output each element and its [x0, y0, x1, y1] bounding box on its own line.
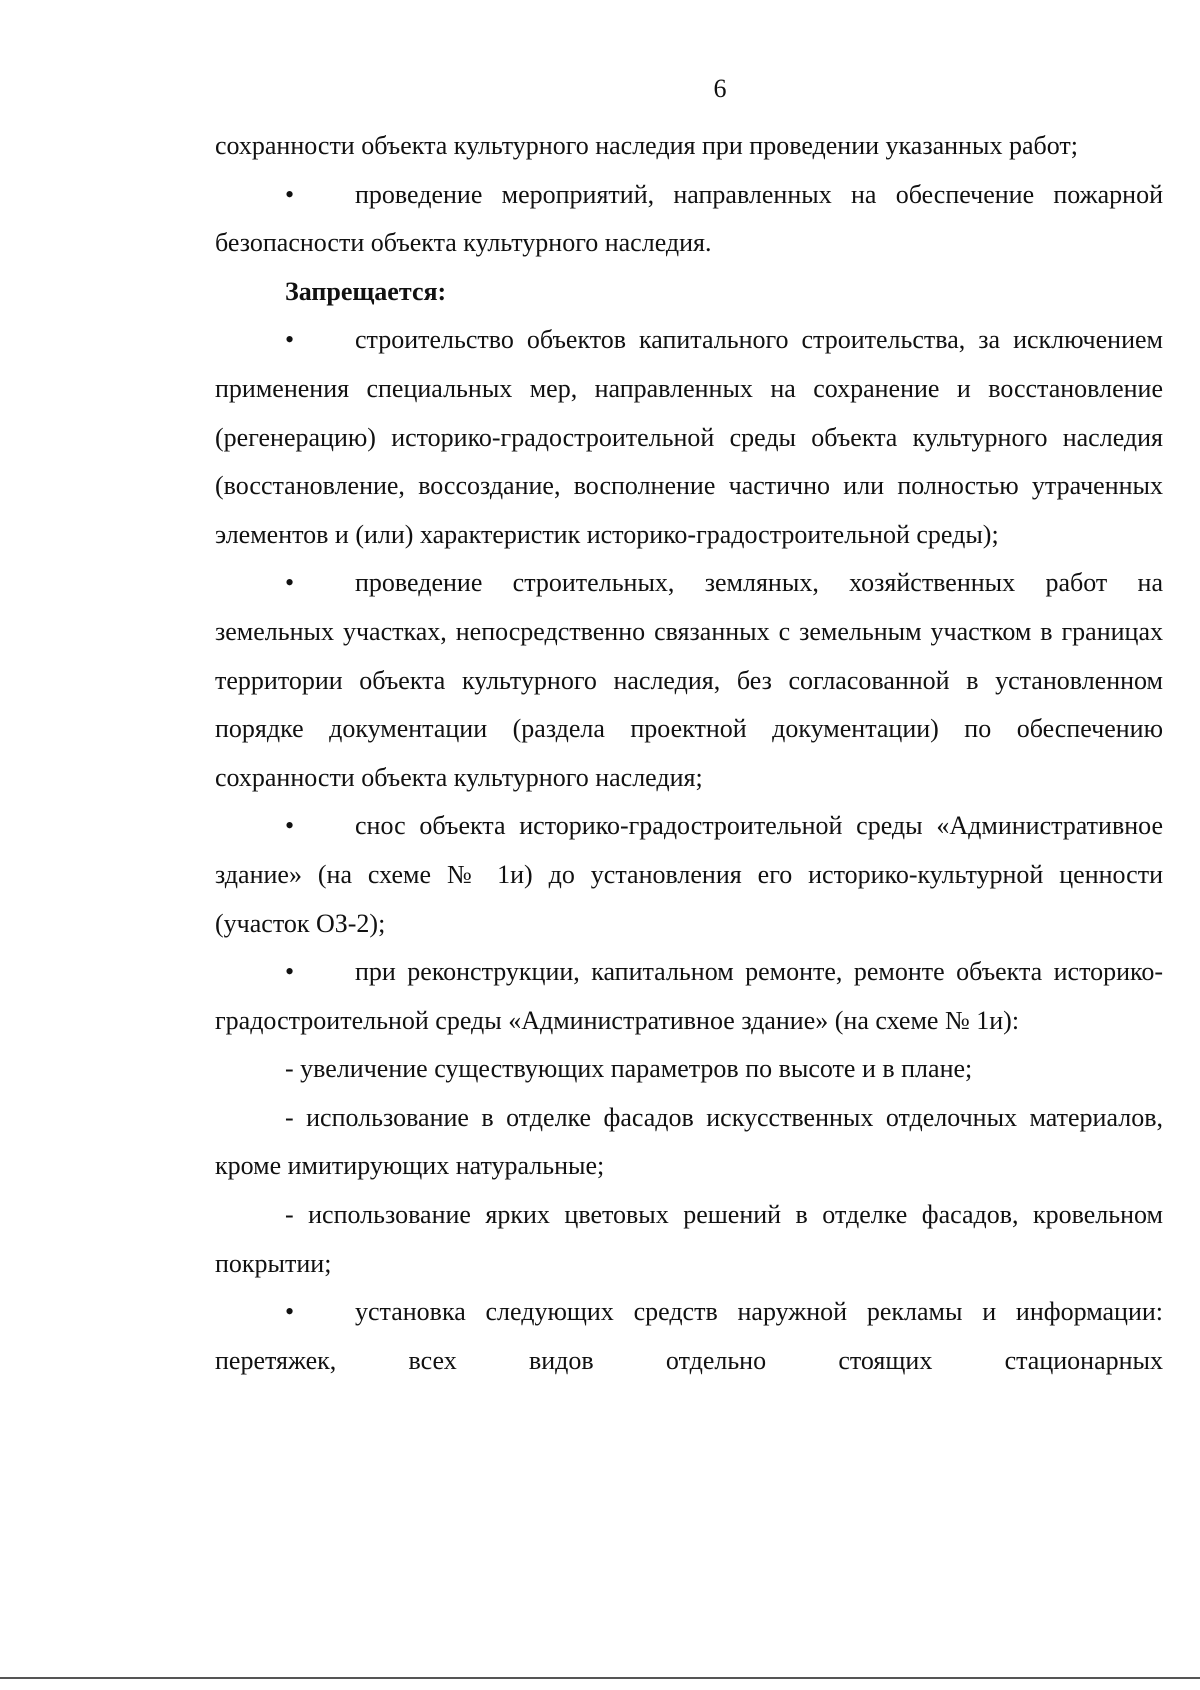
bullet-item-construction: [215, 316, 1163, 559]
page-number: 6: [713, 74, 727, 103]
bullet-item-text: снос объекта историко-градостроительной среды «Административное здание» (на схеме № 1и) до установления его историко-культурной ценности (участок ОЗ-2);: [215, 811, 1163, 938]
bullet-item-text: установка следующих средств наружной рекламы и информации: перетяжек, всех видов отдельно стоящих стационарных: [215, 1297, 1163, 1375]
bullet-item-reconstruction: [215, 948, 1163, 1045]
paragraph-continuation: сохранности объекта культурного наследия при проведении указанных работ;: [215, 131, 1078, 160]
bullet-icon: •: [285, 325, 295, 355]
bullet-icon: •: [285, 1297, 295, 1327]
bullet-item-fire-safety: [215, 171, 1163, 268]
section-heading-prohibited: Запрещается:: [285, 276, 447, 306]
bullet-item-text: при реконструкции, капитальном ремонте, ремонте объекта историко-градостроительной среды «Административное здание» (на схеме № 1и):: [215, 957, 1163, 1035]
dash-item-dimensions: - увеличение существующих параметров по высоте и в плане;: [285, 1054, 973, 1084]
bullet-item-demolition: [215, 802, 1163, 948]
bottom-edge-line: [0, 1677, 1200, 1679]
bullet-icon: •: [285, 568, 295, 598]
dash-item-bright-colors: - использование ярких цветовых решений в отделке фасадов, кровельном покрытии;: [215, 1200, 1163, 1278]
bullet-item-text: проведение строительных, земляных, хозяйственных работ на земельных участках, непосредственно связанных с земельным участком в границах территории объекта культурного наследия, без согласованной в установленном порядке документации (раздела проектной документации) по обеспечению сохранности объекта культурного наследия;: [215, 568, 1163, 792]
bullet-item-earthworks: [215, 559, 1163, 802]
bullet-icon: •: [285, 811, 295, 841]
bullet-icon: •: [285, 957, 295, 987]
bullet-icon: •: [285, 179, 295, 209]
bullet-item-text: строительство объектов капитального строительства, за исключением применения специальных мер, направленных на сохранение и восстановление (регенерацию) историко-градостроительной среды объекта культурного наследия (восстановление, воссоздание, восполнение частично или полностью утраченных элементов и (или) характеристик историко-градостроительной среды);: [215, 325, 1163, 549]
dash-item-artificial-materials: - использование в отделке фасадов искусственных отделочных материалов, кроме имитирующих натуральные;: [215, 1102, 1163, 1181]
document-body: [215, 122, 1163, 1385]
bullet-item-advertising: [215, 1288, 1163, 1385]
bullet-item-text: проведение мероприятий, направленных на обеспечение пожарной безопасности объекта культурного наследия.: [215, 179, 1163, 258]
